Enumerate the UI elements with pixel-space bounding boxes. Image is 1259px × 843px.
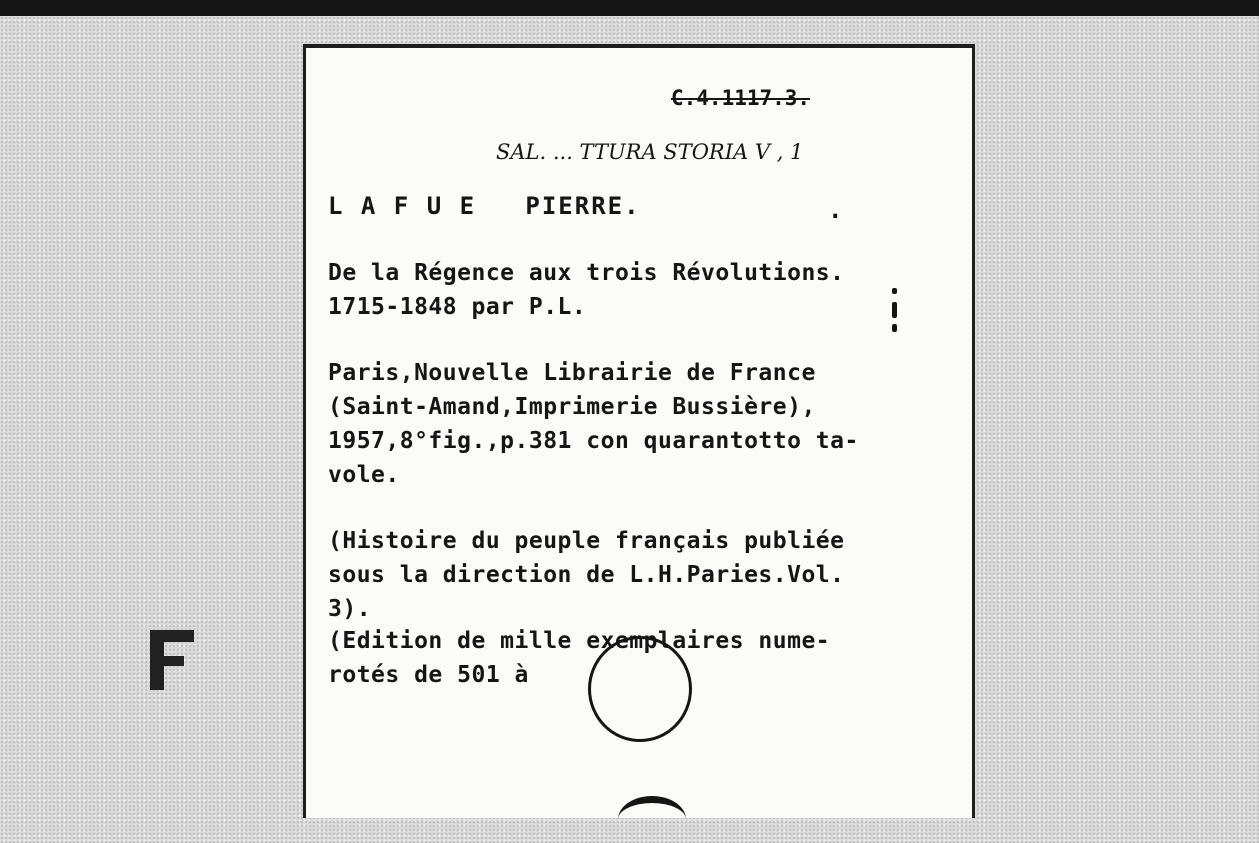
bottom-hole-arc [618, 796, 686, 843]
imprint-line-2: (Saint-Amand,Imprimerie Bussière), [328, 394, 816, 420]
imprint-line-3: 1957,8°fig.,p.381 con quarantotto ta- [328, 428, 859, 454]
series-line-3: 3). [328, 596, 372, 622]
series-line-1: (Histoire du peuple français publiée [328, 528, 845, 554]
title-line-1: De la Régence aux trois Révolutions. [328, 260, 845, 286]
imprint-line-4: vole. [328, 462, 400, 488]
title-line-2: 1715-1848 par P.L. [328, 294, 587, 320]
call-number: C.4.1117.3. [671, 86, 811, 110]
shelfmark: SAL. ... TTURA STORIA V , 1 [496, 140, 804, 164]
scanner-top-edge [0, 0, 1259, 16]
author-heading: L A F U E PIERRE. [328, 192, 641, 220]
series-line-2: sous la direction de L.H.Paries.Vol. [328, 562, 845, 588]
author-dot: . [828, 196, 843, 224]
edition-line-1: (Edition de mille exemplaires nume- [328, 628, 831, 654]
f-logo-mark [150, 630, 194, 690]
punch-hole-circle [588, 636, 692, 742]
catalog-card [303, 44, 975, 818]
imprint-line-1: Paris,Nouvelle Librairie de France [328, 360, 816, 386]
edition-line-2: rotés de 501 à [328, 662, 529, 688]
margin-mark [891, 288, 897, 334]
